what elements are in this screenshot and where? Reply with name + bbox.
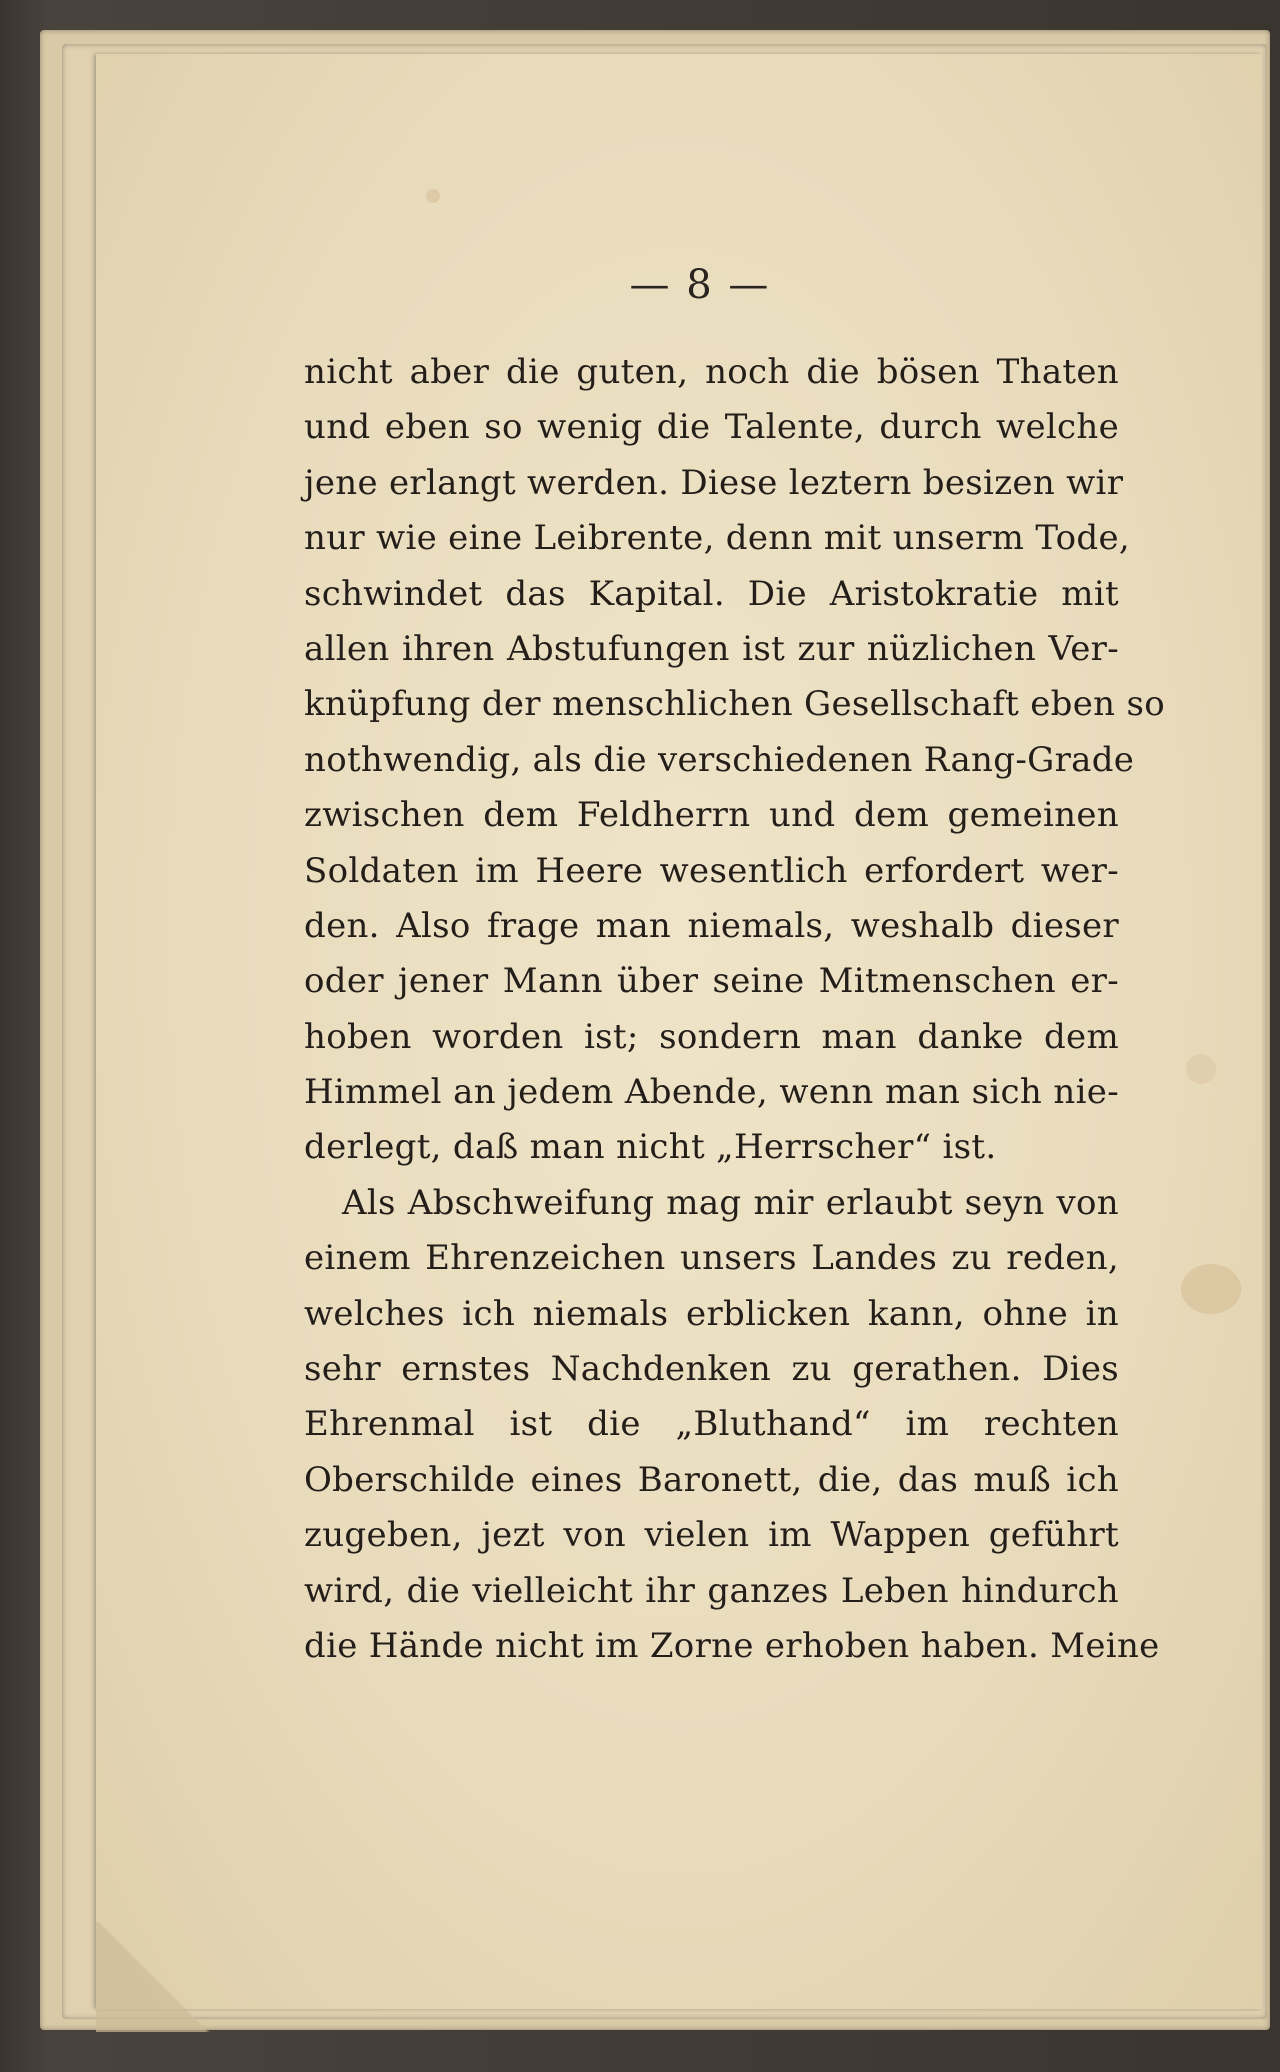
text-line: jene erlangt werden. Diese leztern besizen wir bbox=[304, 462, 1124, 503]
text-line: sehr ernstes Nachdenken zu gerathen. Dies bbox=[304, 1349, 1119, 1390]
text-line: zwischen dem Feldherrn und dem gemeinen bbox=[304, 795, 1119, 836]
text-line: schwindet das Kapital. Die Aristokratie mit bbox=[304, 573, 1119, 614]
page-corner-fold bbox=[96, 1922, 216, 2032]
text-line: den. Also frage man niemals, weshalb dieser bbox=[304, 905, 1119, 946]
text-line: zugeben, jezt von vielen im Wappen geführt bbox=[304, 1515, 1119, 1556]
text-line: die Hände nicht im Zorne erhoben haben. Meine bbox=[304, 1625, 1160, 1666]
text-line: einem Ehrenzeichen unsers Landes zu reden, bbox=[304, 1238, 1119, 1279]
text-line: Himmel an jedem Abende, wenn man sich nie- bbox=[304, 1072, 1119, 1113]
page-number: — 8 — bbox=[629, 262, 771, 308]
text-line: allen ihren Abstufungen ist zur nüzlichen Ver- bbox=[304, 628, 1119, 669]
text-line: wird, die vielleicht ihr ganzes Leben hindurch bbox=[304, 1570, 1119, 1611]
text-line: knüpfung der menschlichen Gesellschaft eben so bbox=[304, 684, 1165, 725]
header bbox=[0, 0, 1280, 340]
text-line: derlegt, daß man nicht „Herrscher“ ist. bbox=[304, 1127, 997, 1168]
text-line: nur wie eine Leibrente, denn mit unserm Tode, bbox=[304, 518, 1131, 559]
text-line: Soldaten im Heere wesentlich erfordert wer- bbox=[304, 850, 1119, 891]
text-line: nothwendig, als die verschiedenen Rang-Grade bbox=[304, 739, 1135, 780]
text-line: Als Abschweifung mag mir erlaubt seyn von bbox=[342, 1182, 1119, 1223]
text-line: hoben worden ist; sondern man danke dem bbox=[304, 1016, 1119, 1057]
text-line: nicht aber die guten, noch die bösen Thaten bbox=[304, 352, 1119, 392]
text-line: und eben so wenig die Talente, durch welche bbox=[304, 407, 1119, 448]
foxing-stain bbox=[1186, 1054, 1216, 1084]
text-line: oder jener Mann über seine Mitmenschen er- bbox=[304, 961, 1119, 1002]
foxing-stain bbox=[1181, 1264, 1241, 1314]
text-line: Ehrenmal ist die „Bluthand“ im rechten bbox=[304, 1404, 1119, 1445]
text-line: Oberschilde eines Baronett, die, das muß ich bbox=[304, 1459, 1119, 1500]
body-text bbox=[304, 345, 1165, 1674]
text-line: welches ich niemals erblicken kann, ohne in bbox=[304, 1293, 1119, 1334]
